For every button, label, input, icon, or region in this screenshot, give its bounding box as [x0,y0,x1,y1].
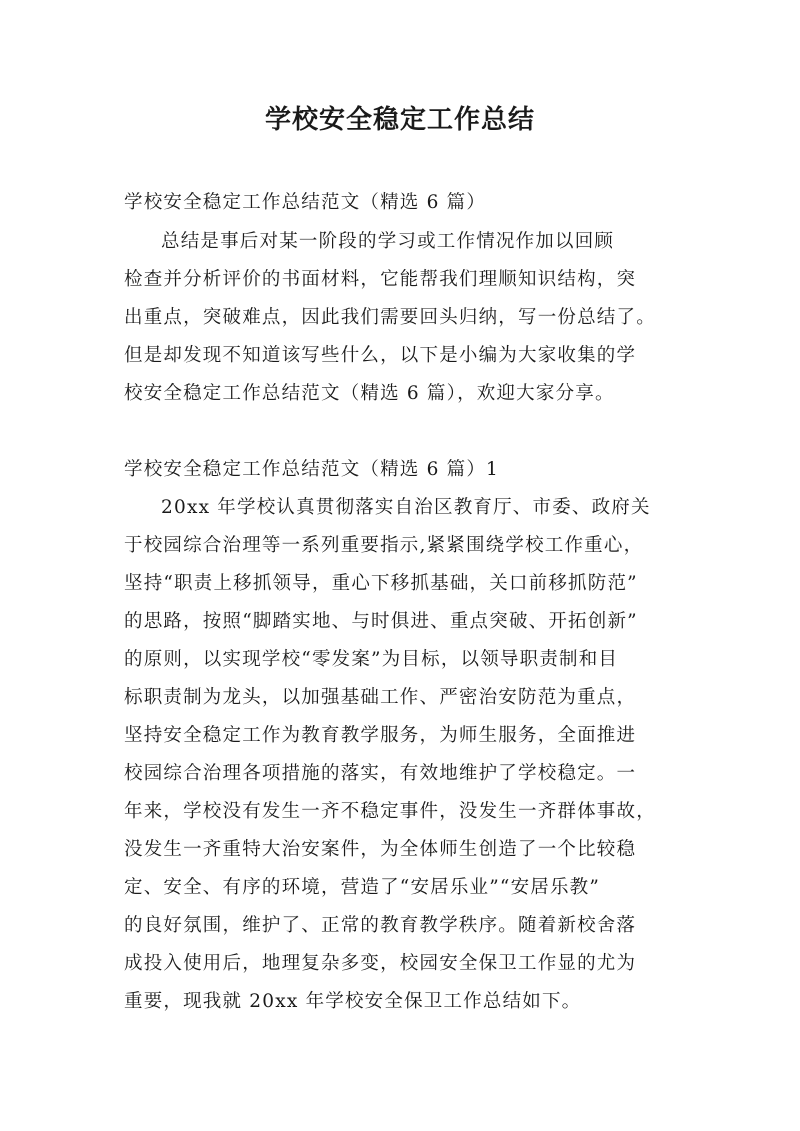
intro-line: 总结是事后对某一阶段的学习或工作情况作加以回顾 [161,231,615,252]
body-line: 坚持“职责上移抓领导，重心下移抓基础，关口前移抓防范” [124,573,638,594]
body-line: 20xx 年学校认真贯彻落实自治区教育厅、市委、政府关 [161,497,651,518]
body-line: 定、安全、有序的环境，营造了“安居乐业”“安居乐教” [124,877,601,898]
body-line: 的思路，按照“脚踏实地、与时俱进、重点突破、开拓创新” [124,611,638,632]
intro-line: 检查并分析评价的书面材料，它能帮我们理顺知识结构，突 [124,269,637,290]
body-line: 的原则，以实现学校“零发案”为目标，以领导职责制和目 [124,649,619,670]
intro-line: 但是却发现不知道该写些什么，以下是小编为大家收集的学 [124,345,637,366]
section-heading: 学校安全稳定工作总结范文（精选 6 篇）1 [124,459,500,480]
body-line: 成投入使用后，地理复杂多变，校园安全保卫工作显的尤为 [124,953,637,974]
body-line: 于校园综合治理等一系列重要指示,紧紧围绕学校工作重心， [124,535,644,556]
body-line: 校园综合治理各项措施的落实，有效地维护了学校稳定。一 [124,763,637,784]
body-line: 重要，现我就 20xx 年学校安全保卫工作总结如下。 [124,991,582,1012]
body-line: 年来，学校没有发生一齐不稳定事件，没发生一齐群体事故， [124,801,656,822]
body-line: 没发生一齐重特大治安案件，为全体师生创造了一个比较稳 [124,839,637,860]
intro-line: 校安全稳定工作总结范文（精选 6 篇），欢迎大家分享。 [124,383,615,404]
intro-line: 出重点，突破难点，因此我们需要回头归纳，写一份总结了。 [124,307,656,328]
body-line: 的良好氛围，维护了、正常的教育教学秩序。随着新校舍落 [124,915,637,936]
body-line: 标职责制为龙头，以加强基础工作、严密治安防范为重点， [124,687,637,708]
body-line: 坚持安全稳定工作为教育教学服务，为师生服务，全面推进 [124,725,637,746]
document-subtitle: 学校安全稳定工作总结范文（精选 6 篇） [124,192,487,213]
document-title: 学校安全稳定工作总结 [264,105,535,135]
